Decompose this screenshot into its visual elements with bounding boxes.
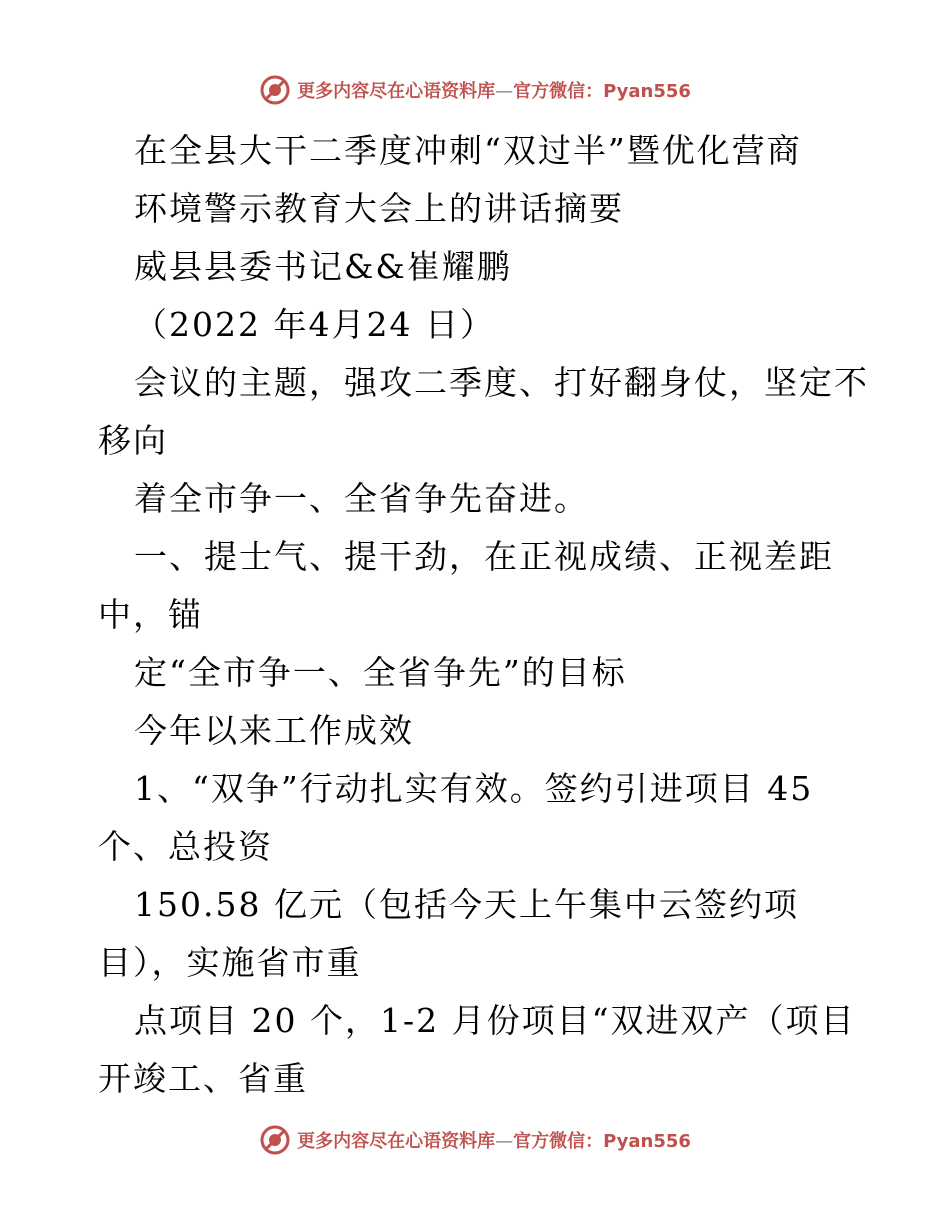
watermark-dash: — bbox=[495, 1131, 514, 1152]
watermark-left-text: 更多内容尽在心语资料库 bbox=[297, 1131, 496, 1152]
doc-section-heading-line: 一、提士气、提干劲，在正视成绩、正视差距 bbox=[134, 537, 834, 576]
doc-paragraph-line: 目），实施省市重 bbox=[98, 943, 362, 982]
doc-paragraph-line: 会议的主题，强攻二季度、打好翻身仗，坚定不 bbox=[134, 363, 869, 402]
doc-title-line-1: 在全县大干二季度冲刺“双过半”暨优化营商 bbox=[134, 131, 802, 170]
watermark-account: Pyan556 bbox=[603, 1131, 691, 1152]
doc-author-line: 威县县委书记&&崔耀鹏 bbox=[134, 247, 512, 286]
doc-paragraph-line: 150.58 亿元（包括今天上午集中云签约项 bbox=[134, 885, 799, 924]
watermark-account: Pyan556 bbox=[603, 81, 691, 102]
doc-paragraph-line: 1、“双争”行动扎实有效。签约引进项目 45 bbox=[134, 769, 814, 808]
watermark-text bbox=[297, 1127, 691, 1153]
watermark-right-text: 官方微信： bbox=[513, 81, 604, 102]
watermark-logo-icon bbox=[259, 1124, 291, 1156]
watermark-text bbox=[297, 77, 691, 103]
doc-paragraph-line: 点项目 20 个，1-2 月份项目“双进双产（项目 bbox=[134, 1001, 856, 1040]
doc-date-line: （2022 年4月24 日） bbox=[134, 305, 495, 344]
doc-section-heading-line: 定“全市争一、全省争先”的目标 bbox=[134, 653, 627, 692]
doc-paragraph-line: 移向 bbox=[98, 421, 168, 460]
watermark-dash: — bbox=[495, 81, 514, 102]
doc-paragraph-line: 个、总投资 bbox=[98, 827, 273, 866]
watermark-banner-bottom bbox=[0, 1120, 950, 1160]
watermark-left-text: 更多内容尽在心语资料库 bbox=[297, 81, 496, 102]
doc-subheading-line: 今年以来工作成效 bbox=[134, 711, 414, 750]
doc-title-line-2: 环境警示教育大会上的讲话摘要 bbox=[134, 189, 624, 228]
doc-paragraph-line: 开竣工、省重 bbox=[98, 1059, 308, 1098]
watermark-logo-icon bbox=[259, 74, 291, 106]
watermark-right-text: 官方微信： bbox=[513, 1131, 604, 1152]
doc-section-heading-line: 中，锚 bbox=[98, 595, 203, 634]
doc-paragraph-line: 着全市争一、全省争先奋进。 bbox=[134, 479, 589, 518]
watermark-banner-top bbox=[0, 70, 950, 110]
document-body bbox=[98, 122, 878, 1108]
